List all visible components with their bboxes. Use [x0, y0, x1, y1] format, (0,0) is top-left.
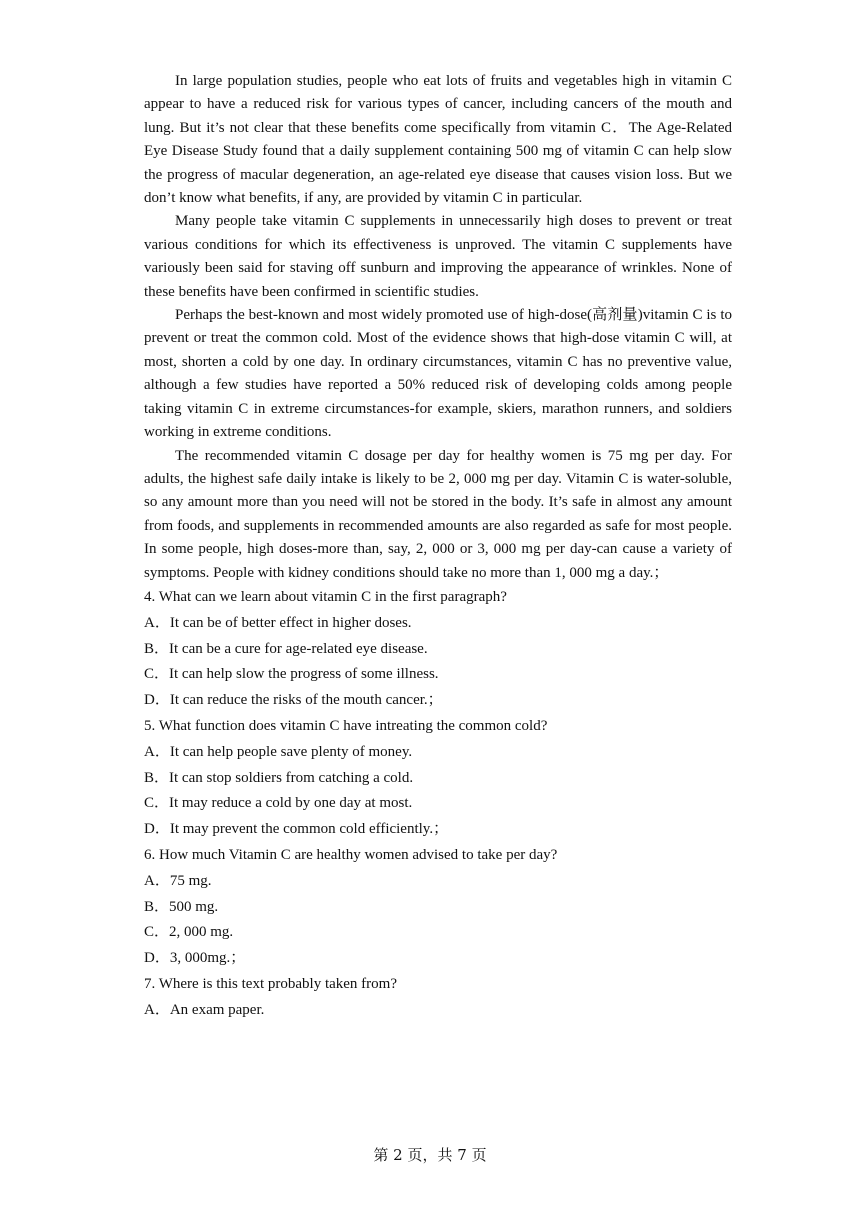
question-stem: 6. How much Vitamin C are healthy women advised to take per day? — [144, 846, 558, 863]
passage-paragraph-1: In large population studies, people who eat lots of fruits and vegetables high in vitamin C appear to have a reduced risk for various types of cancer, including cancers of the mouth and lung. But it’s not clear that these benefits come specifically from vitamin C．The Age-Related Eye Disease Study found that a daily supplement containing 500 mg of vitamin C can help slow the progress of macular degeneration, an age-related eye disease that causes vision loss. But we don’t know what benefits, if any, are provided by vitamin C in particular. — [144, 73, 732, 207]
option-a: A．It can be of better effect in higher doses. — [144, 614, 412, 631]
question-6 — [144, 843, 732, 972]
question-stem: 5. What function does vitamin C have intreating the common cold? — [144, 717, 548, 734]
passage-paragraph-4: The recommended vitamin C dosage per day for healthy women is 75 mg per day. For adults, the highest safe daily intake is likely to be 2, 000 mg per day. Vitamin C is water-soluble, so any amount more than you need will not be stored in the body. It’s safe in almost any amount from foods, and supplements in recommended amounts are also regarded as safe for most people. In some people, high doses-more than, say, 2, 000 or 3, 000 mg per day-can cause a variety of symptoms. People with kidney conditions should take no more than 1, 000 mg a day.； — [144, 447, 732, 581]
option-c: C．It may reduce a cold by one day at most. — [144, 795, 413, 812]
page-footer: 第 2 页，共 7 页 — [373, 1146, 487, 1164]
question-7 — [144, 972, 732, 1024]
page-content — [144, 70, 732, 1023]
option-a: A．75 mg. — [144, 872, 212, 889]
question-stem: 7. Where is this text probably taken from? — [144, 975, 397, 992]
option-a: A．An exam paper. — [144, 1001, 265, 1018]
question-stem: 4. What can we learn about vitamin C in the first paragraph? — [144, 588, 507, 605]
option-c: C．It can help slow the progress of some illness. — [144, 666, 439, 683]
option-a: A．It can help people save plenty of money. — [144, 743, 413, 760]
option-b: B．It can be a cure for age-related eye disease. — [144, 640, 428, 657]
question-5 — [144, 714, 732, 843]
passage-paragraph-2: Many people take vitamin C supplements in unnecessarily high doses to prevent or treat various conditions for which its effectiveness is unproved. The vitamin C supplements have variously been said for staving off sunburn and improving the appearance of wrinkles. None of these benefits have been confirmed in scientific studies. — [144, 213, 732, 300]
option-c: C．2, 000 mg. — [144, 924, 234, 941]
option-d: D．It can reduce the risks of the mouth cancer.； — [144, 692, 443, 709]
passage-paragraph-3: Perhaps the best-known and most widely promoted use of high-dose(高剂量)vitamin C is to prevent or treat the common cold. Most of the evidence shows that high-dose vitamin C will, at most, shorten a cold by one day. In ordinary circumstances, vitamin C has no preventive value, although a few studies have reported a 50% reduced risk of developing colds among people taking vitamin C in extreme circumstances-for example, skiers, marathon runners, and soldiers working in extreme conditions. — [144, 307, 732, 441]
option-b: B．It can stop soldiers from catching a cold. — [144, 769, 414, 786]
option-b: B．500 mg. — [144, 898, 219, 915]
question-4 — [144, 585, 732, 714]
option-d: D．It may prevent the common cold efficiently.； — [144, 821, 449, 838]
option-d: D．3, 000mg.； — [144, 950, 246, 967]
